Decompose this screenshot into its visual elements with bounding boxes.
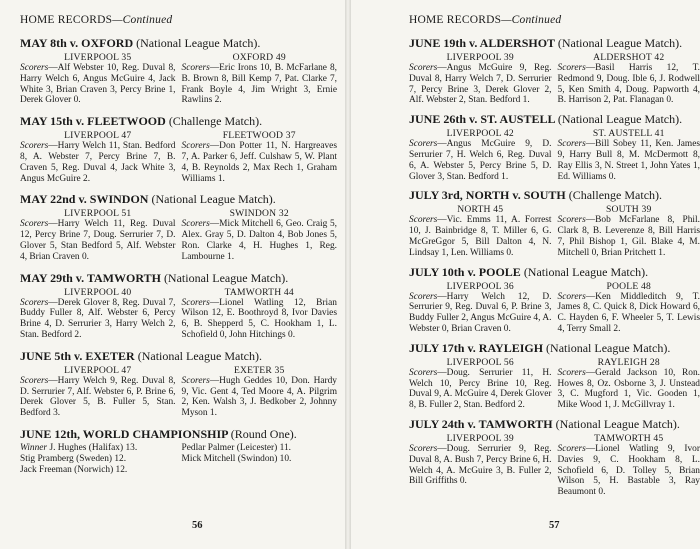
- match-competition: (National League Match).: [557, 112, 683, 127]
- match-title: [20, 114, 337, 129]
- scorers-label: Scorers: [409, 139, 438, 150]
- scorers-list: —Mick Mitchell 6, Geo. Craig 5, Alex. Gray 5, D. Dalton 4, Bob Jones 5, Ron. Clarke 4, H. Hughes 1, Reg. Lambourne 1.: [181, 219, 337, 262]
- scorers-label: Scorers: [20, 141, 49, 152]
- match-date-opponent: MAY 8th v. OXFORD: [20, 36, 134, 50]
- match-title: [409, 341, 700, 356]
- match-date-opponent: MAY 15th v. FLEETWOOD: [20, 114, 166, 129]
- home-team-column: [20, 365, 176, 419]
- world-championship-block: [20, 427, 337, 476]
- running-head: [20, 14, 337, 26]
- home-team-column: [409, 433, 552, 498]
- scorers-list: —Harry Welch 11, Reg. Duval 12, Percy Brine 7, Doug. Serrurier 7, D. Glover 5, Stan Bedford 5, Alf. Webster 4, Brian Craven 0.: [20, 219, 176, 262]
- match-title: [20, 271, 337, 286]
- scorers-label: Scorers: [409, 367, 438, 378]
- wc-result-line: [20, 443, 176, 454]
- scorers-label: Scorers: [557, 63, 586, 73]
- match-block: [409, 265, 700, 335]
- away-team-column: [182, 287, 338, 341]
- running-head-title: HOME RECORDS: [409, 14, 502, 26]
- team-score: EXETER 35: [233, 364, 285, 376]
- running-head-continued: Continued: [122, 14, 173, 26]
- scorers-text: [558, 139, 700, 182]
- home-team-column: [409, 281, 552, 335]
- match-date-opponent: JULY 17th v. RAYLEIGH: [409, 340, 544, 355]
- scorers-list: —Lionel Watling 9, Ivor Davies 9, C. Hookham 8, L. Schofield 6, D. Tolley 5, Brian Wilson 5, H. Bastable 3, Ray Beaumont 0.: [557, 443, 700, 498]
- match-date-opponent: JULY 10th v. POOLE: [409, 264, 521, 279]
- wc-result-line: [20, 454, 176, 465]
- match-date-opponent: JULY 24th v. TAMWORTH: [409, 416, 553, 431]
- away-team-column: [182, 130, 338, 184]
- scorers-text: [409, 292, 552, 335]
- scorers-text: [20, 219, 176, 262]
- match-title: [409, 417, 700, 432]
- match-competition: (National League Match).: [523, 264, 649, 279]
- wc-result-text: Jack Freeman (Norwich) 12.: [20, 464, 128, 475]
- scorers-list: —Angus McGuire 9, D. Serrurier 7, H. Welch 6, Reg. Duval 6, A. Webster 5, Percy Brine 5, D. Glover 3, Stan. Bedford 1.: [409, 139, 552, 182]
- home-team-column: [409, 128, 552, 182]
- match-competition: (Challenge Match).: [568, 188, 663, 203]
- match-block: [20, 192, 337, 262]
- wc-result-text: J. Hughes (Halifax) 13.: [47, 442, 138, 453]
- team-score: LIVERPOOL 39: [446, 52, 514, 63]
- scorers-text: [558, 444, 700, 498]
- match-title: [409, 265, 700, 280]
- team-score: SWINDON 32: [229, 208, 289, 220]
- running-head-title: HOME RECORDS: [20, 14, 113, 26]
- match-date-opponent: JULY 3rd, NORTH v. SOUTH: [409, 188, 566, 203]
- right-page: [351, 0, 700, 549]
- match-block: [20, 349, 337, 419]
- scorers-label: Scorers: [20, 219, 49, 230]
- scorers-label: Scorers: [409, 443, 438, 454]
- match-competition: (National League Match).: [136, 36, 261, 50]
- match-teams: [409, 433, 700, 498]
- team-score: POOLE 48: [606, 280, 651, 292]
- left-page: [0, 0, 345, 549]
- wc-result-line: [20, 465, 176, 476]
- wc-result-line: [182, 443, 338, 454]
- scorers-text: [182, 298, 338, 341]
- scorers-label: Scorers: [409, 215, 438, 226]
- match-competition: (National League Match).: [163, 270, 289, 285]
- match-teams: [409, 357, 700, 411]
- away-team-column: [558, 204, 700, 258]
- match-title: [409, 112, 700, 127]
- scorers-text: [558, 215, 700, 258]
- team-score: LIVERPOOL 56: [446, 356, 514, 368]
- team-score: ALDERSHOT 42: [593, 52, 665, 63]
- wc-result-line: [182, 454, 338, 465]
- match-competition: (National League Match).: [137, 348, 262, 363]
- scorers-label: Scorers: [409, 63, 438, 73]
- scorers-list: —Gerald Jackson 10, Ron. Howes 8, Oz. Osborne 3, J. Unstead 3, C. Mugford 1, Vic. Gooden 1, Mike Wood 1, J. McGillvray 1.: [557, 367, 700, 411]
- scorers-text: [558, 292, 700, 335]
- scorers-list: —Don Potter 11, N. Hargreaves 7, A. Parker 6, Jeff. Culshaw 5, W. Plant 4, B. Reynolds 2, Max Rech 1, Graham Williams 1.: [181, 141, 337, 184]
- scorers-text: [409, 139, 552, 182]
- match-competition: (National League Match).: [151, 192, 276, 207]
- match-teams: [20, 130, 337, 184]
- match-date-opponent: JUNE 19th v. ALDERSHOT: [409, 36, 555, 50]
- match-date-opponent: MAY 22nd v. SWINDON: [20, 192, 149, 207]
- scorers-label: Scorers: [409, 291, 438, 302]
- scorers-text: [409, 444, 552, 487]
- scorers-text: [182, 141, 338, 184]
- match-competition: (Challenge Match).: [168, 114, 263, 129]
- scorers-list: —Harry Welch 11, Stan. Bedford 8, A. Webster 7, Percy Brine 7, B. Craven 5, Reg. Duval 4, Jack White 3, Angus McGuire 2.: [20, 141, 176, 184]
- page-number: 57: [549, 520, 560, 531]
- away-team-column: [182, 365, 338, 419]
- match-competition: (Round One).: [230, 426, 297, 441]
- match-teams: [409, 281, 700, 335]
- away-team-column: [182, 208, 338, 262]
- home-team-column: [20, 287, 176, 341]
- scorers-list: —Vic. Emms 11, A. Forrest 10, J. Bainbridge 8, T. Miller 6, G. McGreGgor 5, Bill Dalton 4, N. Lindsay 1, Len. Williams 0.: [409, 215, 552, 258]
- wc-results-left: [20, 443, 176, 476]
- page-number: 56: [192, 520, 203, 531]
- running-head: [409, 14, 700, 26]
- scorers-text: [20, 63, 176, 106]
- match-title: [20, 36, 337, 51]
- team-score: RAYLEIGH 28: [597, 356, 660, 368]
- match-title: [20, 192, 337, 207]
- scorers-list: —Hugh Geddes 10, Don. Hardy 9, Vic. Gent 4, Ted Moore 4, A. Pilgrim 2, Ken. Walsh 3, J. Bedkober 2, Johnny Myson 1.: [181, 375, 337, 419]
- match-title: [20, 349, 337, 364]
- match-block: [409, 36, 700, 106]
- scorers-text: [20, 376, 176, 419]
- match-date-opponent: MAY 29th v. TAMWORTH: [20, 270, 161, 285]
- scorers-label: Scorers: [557, 215, 586, 226]
- scorers-label: Scorers: [181, 219, 210, 230]
- away-team-column: [558, 52, 700, 106]
- team-score: LIVERPOOL 40: [64, 286, 132, 298]
- team-score: LIVERPOOL 47: [64, 364, 132, 376]
- scorers-label: Scorers: [181, 141, 210, 152]
- match-list: [409, 36, 700, 498]
- scorers-list: —Alf Webster 10, Reg. Duval 8, Harry Welch 6, Angus McGuire 4, Jack White 3, Brian Craven 3, Percy Brine 1, Derek Glover 0.: [20, 63, 176, 106]
- away-team-column: [182, 52, 338, 106]
- scorers-label: Scorers: [557, 139, 586, 150]
- away-team-column: [558, 281, 700, 335]
- running-head-dash: —: [112, 14, 123, 26]
- away-team-column: [558, 433, 700, 498]
- match-date-opponent: JUNE 5th v. EXETER: [20, 348, 135, 363]
- scorers-list: —Doug. Serrurier 11, H. Welch 10, Percy Brine 10, Reg. Duval 9, A. McGuire 4, Derek Glover 8, B. Fuller 2, Stan. Bedford 2.: [409, 367, 552, 411]
- team-score: TAMWORTH 45: [594, 432, 664, 444]
- scorers-text: [20, 298, 176, 341]
- match-block: [20, 114, 337, 184]
- match-teams: [409, 128, 700, 182]
- team-score: LIVERPOOL 47: [64, 130, 132, 142]
- match-date-opponent: JUNE 26th v. ST. AUSTELL: [409, 112, 555, 127]
- scorers-list: —Derek Glover 8, Reg. Duval 7, Buddy Fuller 8, Alf. Webster 6, Percy Brine 4, D. Serrurier 3, Harry Welch 2, Stan. Bedford 2.: [20, 297, 176, 340]
- team-score: LIVERPOOL 35: [64, 52, 132, 63]
- scorers-label: Scorers: [20, 375, 49, 386]
- match-block: [20, 271, 337, 341]
- match-competition: (National League Match).: [555, 416, 680, 431]
- match-title: [409, 36, 700, 51]
- match-block: [409, 417, 700, 498]
- match-block: [20, 36, 337, 106]
- scorers-list: —Basil Harris 12, T. Redmond 9, Doug. Ible 6, J. Rodwell 5, Ken Smith 4, Doug. Papworth 4, B. Harrison 2, Pat. Flanagan 0.: [557, 63, 700, 106]
- match-teams: [20, 365, 337, 419]
- running-head-dash: —: [501, 14, 512, 26]
- scorers-text: [409, 368, 552, 411]
- home-team-column: [20, 52, 176, 106]
- scorers-text: [558, 63, 700, 106]
- home-team-column: [409, 52, 552, 106]
- match-block: [409, 188, 700, 258]
- scorers-label: Scorers: [181, 297, 210, 308]
- scorers-text: [182, 376, 338, 419]
- scorers-list: —Harry Welch 9, Reg. Duval 8, D. Serrurier 7, Alf. Webster 6, P. Brine 6, Derek Glover 5, B. Fuller 5, Stan. Bedford 3.: [20, 375, 176, 419]
- away-team-column: [558, 128, 700, 182]
- team-score: SOUTH 39: [605, 204, 652, 216]
- match-block: [409, 112, 700, 182]
- match-list: [20, 36, 337, 419]
- scorers-label: Scorers: [557, 291, 586, 302]
- scorers-list: —Bill Sobey 11, Ken. James 9, Harry Bull 8, M. McDermott 8, Ray Ellis 3, N. Street 1, John Yates 1, Ed. Williams 0.: [557, 139, 700, 182]
- wc-results-right: [182, 443, 338, 476]
- team-score: ST. AUSTELL 41: [592, 128, 665, 140]
- scorers-list: —Eric Irons 10, B. McFarlane 8, B. Brown 8, Bill Kemp 7, Pat. Clarke 7, Frank Boyle 4, Jim Wright 3, Ernie Rawlins 2.: [181, 63, 337, 106]
- match-teams: [409, 52, 700, 106]
- scorers-label: Scorers: [20, 63, 49, 73]
- team-score: LIVERPOOL 36: [446, 280, 514, 292]
- world-championship-results: [20, 443, 337, 476]
- match-date-opponent: JUNE 12th, WORLD CHAMPIONSHIP: [20, 426, 228, 441]
- scorers-text: [558, 368, 700, 411]
- scorers-text: [409, 215, 552, 258]
- match-competition: (National League Match).: [546, 340, 671, 355]
- wc-result-text: Stig Pramberg (Sweden) 12.: [20, 453, 127, 464]
- scorers-text: [182, 219, 338, 262]
- match-title: [20, 427, 337, 442]
- scorers-text: [409, 63, 552, 106]
- match-teams: [409, 204, 700, 258]
- team-score: LIVERPOOL 42: [446, 128, 514, 140]
- home-team-column: [409, 204, 552, 258]
- match-block: [409, 341, 700, 411]
- wc-result-text: Pedlar Palmer (Leicester) 11.: [181, 442, 292, 453]
- running-head-continued: Continued: [511, 14, 562, 26]
- match-competition: (National League Match).: [557, 36, 683, 50]
- scorers-label: Scorers: [557, 443, 586, 454]
- scorers-list: —Doug. Serrurier 9, Reg. Duval 8, A. Bush 7, Percy Brine 6, H. Welch 4, A. McGuire 3, B. Fuller 2, Bill Griffiths 0.: [409, 443, 552, 487]
- scorers-label: Scorers: [181, 375, 210, 386]
- team-score: LIVERPOOL 39: [446, 432, 514, 444]
- team-score: LIVERPOOL 51: [64, 208, 132, 220]
- match-title: [409, 188, 700, 203]
- match-teams: [20, 208, 337, 262]
- home-team-column: [20, 208, 176, 262]
- scorers-list: —Angus McGuire 9, Reg. Duval 8, Harry Welch 7, D. Serrurier 7, Percy Brine 3, Derek Glover 2, Alf. Webster 2, Stan. Bedford 1.: [409, 63, 552, 106]
- wc-result-label: Winner: [20, 442, 48, 453]
- scorers-text: [182, 63, 338, 106]
- scorers-label: Scorers: [181, 63, 210, 73]
- home-team-column: [20, 130, 176, 184]
- team-score: FLEETWOOD 37: [222, 130, 296, 142]
- team-score: NORTH 45: [457, 204, 504, 216]
- match-teams: [20, 287, 337, 341]
- scorers-list: —Bob McFarlane 8, Phil. Clark 8, B. Leverenze 8, Bill Harris 7, Phil Bishop 1, Gil. Blake 4, M. Mitchell 0, Brian Pritchett 1.: [557, 215, 700, 258]
- home-team-column: [409, 357, 552, 411]
- match-teams: [20, 52, 337, 106]
- team-score: OXFORD 49: [232, 52, 286, 63]
- scorers-label: Scorers: [20, 297, 49, 308]
- scorers-list: —Harry Welch 12, D. Serrurier 9, Reg. Duval 6, P. Brine 3, Buddy Fuller 2, Angus McGuire 4, A. Webster 0, Brian Craven 0.: [409, 291, 552, 334]
- scorers-text: [20, 141, 176, 184]
- scorers-list: —Ken Middleditch 9, T. James 8, C. Quick 8, Dick Howard 6, C. Hayden 6, F. Wheeler 5, T. Lewis 4, Terry Small 2.: [557, 291, 700, 334]
- scorers-list: —Lionel Watling 12, Brian Wilson 12, E. Boothroyd 8, Ivor Davies 6, B. Shepperd 5, C. Hookham 1, L. Schofield 0, John Hitchings 0.: [181, 297, 337, 340]
- team-score: TAMWORTH 44: [224, 286, 294, 298]
- wc-result-text: Mick Mitchell (Swindon) 10.: [181, 453, 292, 464]
- scorers-label: Scorers: [557, 367, 586, 378]
- away-team-column: [558, 357, 700, 411]
